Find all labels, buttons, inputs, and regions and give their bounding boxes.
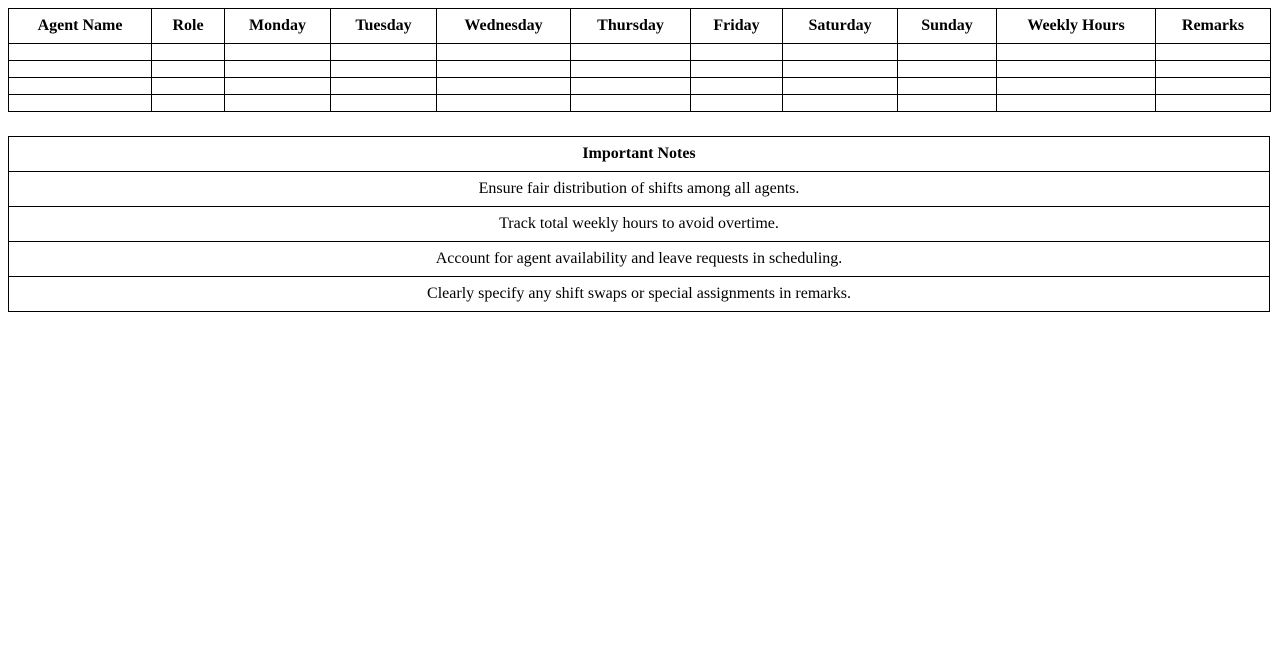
table-cell[interactable] bbox=[997, 78, 1156, 95]
document-page bbox=[0, 0, 1278, 312]
column-header-tuesday: Tuesday bbox=[331, 9, 437, 44]
table-cell[interactable] bbox=[225, 78, 331, 95]
table-cell[interactable] bbox=[152, 78, 225, 95]
column-header-remarks: Remarks bbox=[1156, 9, 1271, 44]
note-text: Account for agent availability and leave requests in scheduling. bbox=[9, 242, 1270, 277]
table-cell[interactable] bbox=[783, 95, 898, 112]
column-header-monday: Monday bbox=[225, 9, 331, 44]
table-cell[interactable] bbox=[331, 95, 437, 112]
table-cell[interactable] bbox=[437, 78, 571, 95]
table-cell[interactable] bbox=[691, 95, 783, 112]
list-item bbox=[9, 242, 1270, 277]
column-header-wednesday: Wednesday bbox=[437, 9, 571, 44]
table-cell[interactable] bbox=[1156, 61, 1271, 78]
table-cell[interactable] bbox=[152, 44, 225, 61]
table-cell[interactable] bbox=[571, 61, 691, 78]
notes-title: Important Notes bbox=[9, 137, 1270, 172]
table-cell[interactable] bbox=[997, 44, 1156, 61]
table-cell[interactable] bbox=[1156, 44, 1271, 61]
table-cell[interactable] bbox=[152, 95, 225, 112]
table-cell[interactable] bbox=[152, 61, 225, 78]
table-row bbox=[9, 61, 1271, 78]
note-text: Clearly specify any shift swaps or special assignments in remarks. bbox=[9, 277, 1270, 312]
table-cell[interactable] bbox=[9, 78, 152, 95]
column-header-friday: Friday bbox=[691, 9, 783, 44]
table-cell[interactable] bbox=[898, 78, 997, 95]
important-notes-table bbox=[8, 136, 1270, 312]
table-cell[interactable] bbox=[691, 78, 783, 95]
table-cell[interactable] bbox=[9, 95, 152, 112]
column-header-role: Role bbox=[152, 9, 225, 44]
table-cell[interactable] bbox=[898, 61, 997, 78]
table-cell[interactable] bbox=[437, 44, 571, 61]
table-cell[interactable] bbox=[225, 44, 331, 61]
note-text: Track total weekly hours to avoid overtime. bbox=[9, 207, 1270, 242]
table-cell[interactable] bbox=[1156, 78, 1271, 95]
list-item bbox=[9, 207, 1270, 242]
table-cell[interactable] bbox=[783, 61, 898, 78]
list-item bbox=[9, 172, 1270, 207]
table-row bbox=[9, 95, 1271, 112]
column-header-thursday: Thursday bbox=[571, 9, 691, 44]
table-cell[interactable] bbox=[898, 44, 997, 61]
note-text: Ensure fair distribution of shifts among all agents. bbox=[9, 172, 1270, 207]
table-cell[interactable] bbox=[571, 44, 691, 61]
table-cell[interactable] bbox=[571, 78, 691, 95]
table-cell[interactable] bbox=[997, 61, 1156, 78]
table-cell[interactable] bbox=[571, 95, 691, 112]
column-header-saturday: Saturday bbox=[783, 9, 898, 44]
column-header-sunday: Sunday bbox=[898, 9, 997, 44]
table-cell[interactable] bbox=[691, 61, 783, 78]
table-cell[interactable] bbox=[691, 44, 783, 61]
table-cell[interactable] bbox=[783, 78, 898, 95]
table-cell[interactable] bbox=[331, 44, 437, 61]
table-cell[interactable] bbox=[437, 61, 571, 78]
table-cell[interactable] bbox=[898, 95, 997, 112]
table-cell[interactable] bbox=[331, 61, 437, 78]
table-cell[interactable] bbox=[331, 78, 437, 95]
schedule-header-row bbox=[9, 9, 1271, 44]
table-cell[interactable] bbox=[9, 61, 152, 78]
table-cell[interactable] bbox=[9, 44, 152, 61]
table-cell[interactable] bbox=[225, 61, 331, 78]
agent-schedule-table bbox=[8, 8, 1271, 112]
table-cell[interactable] bbox=[225, 95, 331, 112]
table-row bbox=[9, 78, 1271, 95]
table-cell[interactable] bbox=[783, 44, 898, 61]
column-header-weekly-hours: Weekly Hours bbox=[997, 9, 1156, 44]
table-row bbox=[9, 44, 1271, 61]
table-cell[interactable] bbox=[997, 95, 1156, 112]
table-cell[interactable] bbox=[1156, 95, 1271, 112]
list-item bbox=[9, 277, 1270, 312]
notes-header-row bbox=[9, 137, 1270, 172]
table-cell[interactable] bbox=[437, 95, 571, 112]
column-header-agent-name: Agent Name bbox=[9, 9, 152, 44]
